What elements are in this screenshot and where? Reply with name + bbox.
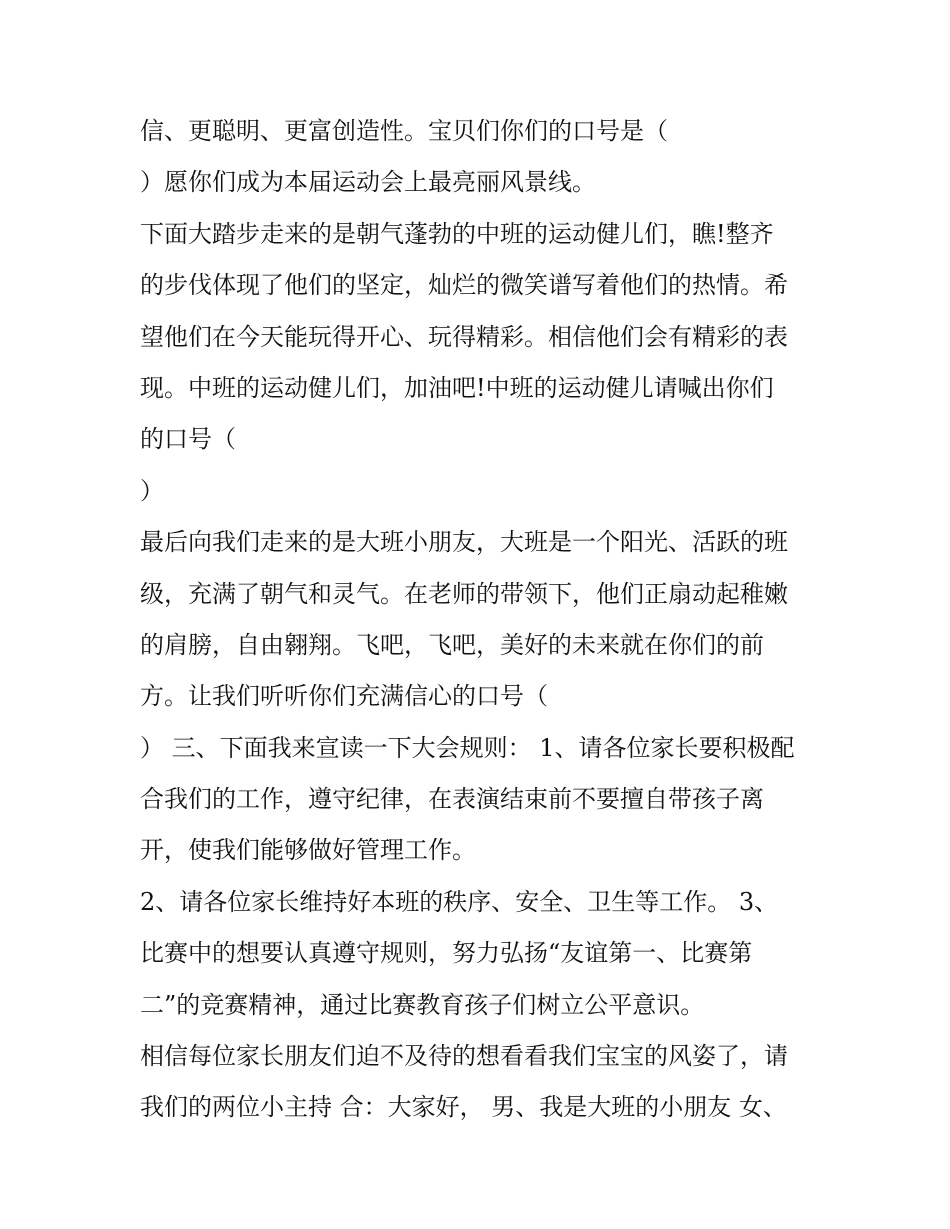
text-line: 信、更聪明、更富创造性。宝贝们你们的口号是（ (140, 117, 668, 145)
text-line: 比赛中的想要认真遵守规则，努力弘扬“友谊第一、比赛第 (140, 939, 753, 968)
text-line: 的肩膀，自由翱翔。飞吧，飞吧，美好的未来就在你们的前 (140, 630, 764, 659)
text-line: ） (140, 476, 164, 505)
text-line: 的口号（ (140, 425, 236, 454)
text-line: 二”的竞赛精神，通过比赛教育孩子们树立公平意识。 (140, 990, 705, 1019)
text-line: 2、请各位家长维持好本班的秩序、安全、卫生等工作。 3、 (140, 887, 779, 916)
text-line: 望他们在今天能玩得开心、玩得精彩。相信他们会有精彩的表 (140, 322, 788, 351)
text-line: 方。让我们听听你们充满信心的口号（ (140, 682, 548, 711)
text-line: 相信每位家长朋友们迫不及待的想看看我们宝宝的风姿了，请 (140, 1042, 788, 1071)
text-line: 开，使我们能够做好管理工作。 (140, 836, 476, 865)
text-line: 最后向我们走来的是大班小朋友，大班是一个阳光、活跃的班 (140, 528, 788, 557)
text-line: ） 三、下面我来宣读一下大会规则： 1、请各位家长要积极配 (140, 733, 795, 762)
text-line: 的步伐体现了他们的坚定，灿烂的微笑谱写着他们的热情。希 (140, 271, 788, 300)
text-line: 现。中班的运动健儿们，加油吧!中班的运动健儿请喊出你们 (140, 373, 774, 402)
text-line: 我们的两位小主持 合：大家好， 男、我是大班的小朋友 女、 (140, 1093, 787, 1122)
text-line: 级，充满了朝气和灵气。在老师的带领下，他们正扇动起稚嫩 (140, 579, 788, 608)
text-line: 合我们的工作，遵守纪律，在表演结束前不要擅自带孩子离 (140, 785, 764, 814)
document-body (140, 106, 820, 1134)
text-line: 下面大踏步走来的是朝气蓬勃的中班的运动健儿们，瞧!整齐 (140, 219, 774, 248)
text-line: ）愿你们成为本届运动会上最亮丽风景线。 (140, 168, 596, 197)
